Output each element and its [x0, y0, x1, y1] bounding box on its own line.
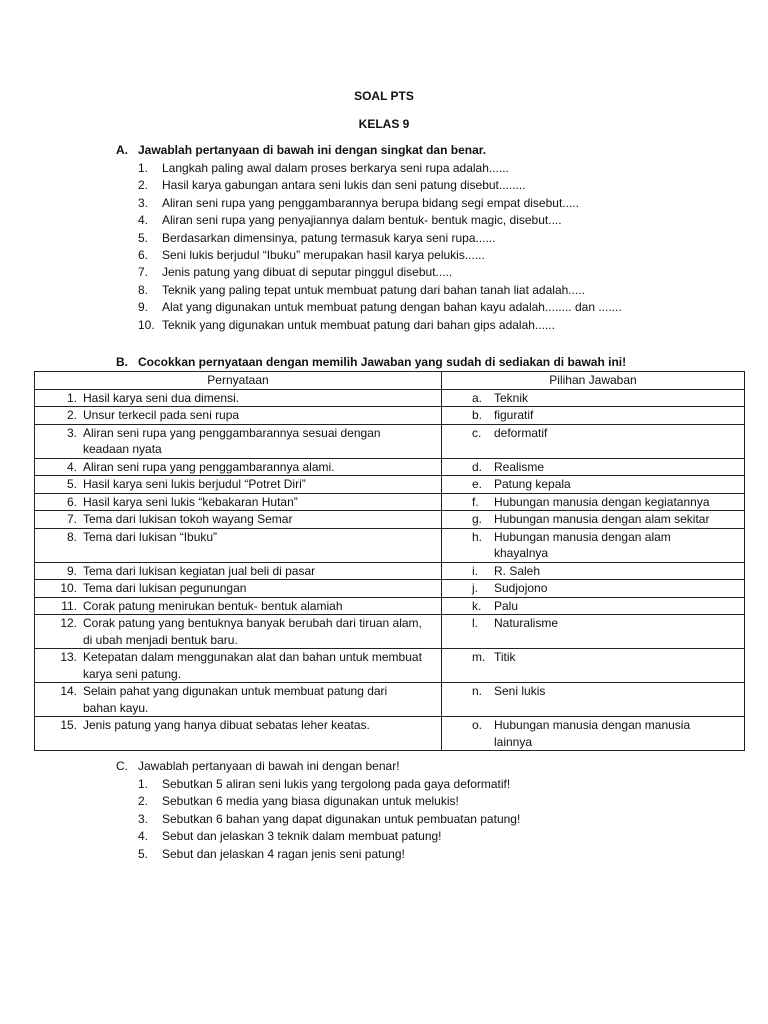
- table-row: [35, 717, 745, 751]
- question-text: Sebutkan 5 aliran seni lukis yang tergolong pada gaya deformatif!: [162, 777, 511, 791]
- question-number: 9.: [138, 300, 149, 315]
- section-a-questions: [138, 160, 622, 334]
- question-item: [138, 247, 622, 264]
- section-c-heading: [116, 758, 400, 775]
- question-item: [138, 846, 520, 863]
- answer-text: Seni lukis: [494, 684, 546, 698]
- answer-text: Hubungan manusia dengan kegiatannya: [494, 494, 710, 509]
- statement-number: 1.: [66, 390, 77, 405]
- statement-text: Hasil karya seni lukis “kebakaran Hutan”: [83, 494, 298, 509]
- matching-table-body: [35, 389, 745, 751]
- table-header-row: [35, 372, 745, 390]
- answer-text: Realisme: [494, 459, 545, 474]
- section-instruction: Cocokkan pernyataan dengan memilih Jawaban yang sudah di sediakan di bawah ini!: [138, 355, 627, 369]
- answer-cell: [442, 649, 745, 683]
- statement-cell: [35, 407, 442, 425]
- answer-text: Naturalisme: [494, 616, 559, 630]
- question-number: 1.: [138, 161, 149, 175]
- answer-cell: [442, 511, 745, 529]
- statement-cell: [35, 424, 442, 458]
- section-c-questions: [138, 776, 520, 863]
- table-row: [35, 511, 745, 529]
- question-text: Hasil karya gabungan antara seni lukis dan seni patung disebut........: [162, 178, 526, 193]
- question-text: Langkah paling awal dalam proses berkarya seni rupa adalah......: [162, 161, 509, 175]
- statement-number: 9.: [66, 563, 77, 578]
- question-text: Jenis patung yang dibuat di seputar pinggul disebut.....: [162, 265, 453, 280]
- question-item: [138, 282, 622, 299]
- question-text: Teknik yang paling tepat untuk membuat patung dari bahan tanah liat adalah.....: [162, 282, 585, 297]
- answer-cell: [442, 424, 745, 458]
- statement-text: Selain pahat yang digunakan untuk membuat patung dari bahan kayu.: [83, 684, 388, 715]
- statement-cell: [35, 615, 442, 649]
- answer-cell: [442, 493, 745, 511]
- statement-cell: [35, 562, 442, 580]
- answer-text: R. Saleh: [494, 563, 541, 578]
- table-row: [35, 562, 745, 580]
- answer-letter: m.: [472, 650, 486, 664]
- table-row: [35, 476, 745, 494]
- answer-letter: g.: [472, 512, 483, 526]
- question-text: Aliran seni rupa yang penggambarannya berupa bidang segi empat disebut.....: [162, 195, 579, 210]
- answer-cell: [442, 389, 745, 407]
- statement-cell: [35, 683, 442, 717]
- question-text: Seni lukis berjudul “Ibuku” merupakan hasil karya pelukis......: [162, 247, 485, 262]
- answer-cell: [442, 476, 745, 494]
- matching-table: [34, 371, 745, 751]
- statement-cell: [35, 458, 442, 476]
- statement-column-header: Pernyataan: [35, 372, 442, 390]
- statement-number: 8.: [66, 529, 77, 544]
- statement-number: 14.: [60, 684, 77, 698]
- statement-cell: [35, 493, 442, 511]
- question-text: Berdasarkan dimensinya, patung termasuk karya seni rupa......: [162, 230, 496, 245]
- answer-cell: [442, 562, 745, 580]
- answer-letter: i.: [472, 563, 478, 578]
- statement-cell: [35, 389, 442, 407]
- statement-cell: [35, 717, 442, 751]
- question-item: [138, 177, 622, 194]
- statement-cell: [35, 476, 442, 494]
- question-item: [138, 160, 622, 177]
- answer-letter: e.: [472, 477, 483, 491]
- statement-text: Tema dari lukisan pegunungan: [83, 581, 247, 595]
- answer-cell: [442, 407, 745, 425]
- question-number: 2.: [138, 794, 149, 809]
- table-row: [35, 424, 745, 458]
- statement-text: Corak patung yang bentuknya banyak berubah dari tiruan alam, di ubah menjadi bentuk baru.: [83, 616, 422, 647]
- question-item: [138, 776, 520, 793]
- statement-cell: [35, 528, 442, 562]
- statement-number: 13.: [60, 650, 77, 664]
- answer-text: Titik: [494, 650, 516, 664]
- question-item: [138, 230, 622, 247]
- question-text: Sebut dan jelaskan 4 ragan jenis seni patung!: [162, 846, 405, 861]
- question-item: [138, 811, 520, 828]
- question-number: 4.: [138, 213, 149, 228]
- statement-number: 6.: [66, 494, 77, 509]
- document-title: SOAL PTS: [354, 89, 414, 103]
- answer-cell: [442, 717, 745, 751]
- answer-letter: c.: [472, 425, 482, 440]
- section-instruction: Jawablah pertanyaan di bawah ini dengan singkat dan benar.: [138, 143, 487, 157]
- section-b-heading: [116, 354, 626, 371]
- answer-cell: [442, 580, 745, 598]
- question-text: Aliran seni rupa yang penyajiannya dalam bentuk- bentuk magic, disebut....: [162, 213, 562, 228]
- question-item: [138, 212, 622, 229]
- statement-number: 7.: [66, 512, 77, 526]
- statement-cell: [35, 580, 442, 598]
- answer-letter: l.: [472, 616, 478, 630]
- question-text: Alat yang digunakan untuk membuat patung dengan bahan kayu adalah........ dan .......: [162, 300, 622, 315]
- statement-cell: [35, 511, 442, 529]
- answer-letter: n.: [472, 684, 483, 698]
- statement-text: Tema dari lukisan tokoh wayang Semar: [83, 512, 293, 526]
- answer-text: Hubungan manusia dengan alam sekitar: [494, 512, 710, 526]
- statement-text: Aliran seni rupa yang penggambarannya alami.: [83, 459, 335, 474]
- statement-number: 2.: [66, 408, 77, 422]
- table-row: [35, 615, 745, 649]
- section-letter: B.: [116, 355, 128, 369]
- answer-text: Palu: [494, 598, 519, 613]
- question-number: 1.: [138, 777, 149, 791]
- statement-number: 12.: [60, 616, 77, 630]
- question-number: 4.: [138, 829, 149, 844]
- answer-cell: [442, 458, 745, 476]
- statement-text: Jenis patung yang hanya dibuat sebatas leher keatas.: [83, 718, 370, 732]
- answer-text: figuratif: [494, 408, 534, 422]
- table-row: [35, 683, 745, 717]
- answer-letter: j.: [472, 581, 478, 595]
- statement-text: Hasil karya seni lukis berjudul “Potret Diri”: [83, 477, 306, 491]
- statement-number: 4.: [66, 459, 77, 474]
- section-a-heading: [116, 142, 486, 159]
- class-label: KELAS 9: [358, 117, 410, 131]
- question-item: [138, 299, 622, 316]
- statement-text: Tema dari lukisan kegiatan jual beli di pasar: [83, 563, 316, 578]
- answer-letter: a.: [472, 390, 483, 405]
- statement-text: Corak patung menirukan bentuk- bentuk alamiah: [83, 598, 343, 613]
- statement-number: 10.: [60, 581, 77, 595]
- question-number: 10.: [138, 317, 155, 332]
- section-letter: C.: [116, 759, 128, 773]
- table-row: [35, 407, 745, 425]
- answer-letter: h.: [472, 529, 483, 544]
- statement-text: Tema dari lukisan “Ibuku”: [83, 529, 218, 544]
- statement-text: Aliran seni rupa yang penggambarannya sesuai dengan keadaan nyata: [83, 425, 381, 456]
- answer-text: Patung kepala: [494, 477, 571, 491]
- answer-column-header: Pilihan Jawaban: [442, 372, 745, 390]
- answer-letter: k.: [472, 598, 482, 613]
- question-item: [138, 828, 520, 845]
- question-text: Sebut dan jelaskan 3 teknik dalam membuat patung!: [162, 829, 442, 844]
- question-item: [138, 195, 622, 212]
- table-row: [35, 580, 745, 598]
- answer-cell: [442, 615, 745, 649]
- statement-cell: [35, 597, 442, 615]
- table-row: [35, 493, 745, 511]
- statement-number: 11.: [61, 598, 77, 613]
- statement-number: 3.: [66, 425, 77, 440]
- answer-text: Sudjojono: [494, 581, 548, 595]
- question-item: [138, 317, 622, 334]
- statement-text: Hasil karya seni dua dimensi.: [83, 390, 240, 405]
- statement-text: Unsur terkecil pada seni rupa: [83, 408, 240, 422]
- question-item: [138, 264, 622, 281]
- answer-text: Teknik: [494, 390, 529, 405]
- answer-letter: f.: [472, 494, 479, 509]
- section-instruction: Jawablah pertanyaan di bawah ini dengan benar!: [138, 759, 400, 773]
- answer-text: Hubungan manusia dengan manusia lainnya: [494, 718, 691, 749]
- question-item: [138, 793, 520, 810]
- section-letter: A.: [116, 143, 128, 157]
- statement-text: Ketepatan dalam menggunakan alat dan bahan untuk membuat karya seni patung.: [83, 650, 422, 681]
- statement-cell: [35, 649, 442, 683]
- answer-cell: [442, 597, 745, 615]
- statement-number: 15.: [60, 718, 77, 732]
- question-text: Teknik yang digunakan untuk membuat patung dari bahan gips adalah......: [162, 317, 555, 332]
- answer-letter: o.: [472, 718, 483, 732]
- question-number: 3.: [138, 195, 149, 210]
- answer-letter: b.: [472, 408, 483, 422]
- answer-text: deformatif: [494, 425, 548, 440]
- question-number: 2.: [138, 178, 149, 193]
- table-row: [35, 528, 745, 562]
- table-row: [35, 649, 745, 683]
- table-row: [35, 389, 745, 407]
- question-text: Sebutkan 6 bahan yang dapat digunakan untuk pembuatan patung!: [162, 811, 521, 826]
- question-number: 7.: [138, 265, 149, 280]
- statement-number: 5.: [66, 477, 77, 491]
- question-number: 8.: [138, 282, 149, 297]
- answer-cell: [442, 683, 745, 717]
- answer-letter: d.: [472, 459, 483, 474]
- answer-text: Hubungan manusia dengan alam khayalnya: [494, 529, 671, 560]
- table-row: [35, 458, 745, 476]
- question-number: 5.: [138, 846, 149, 861]
- question-number: 6.: [138, 247, 149, 262]
- question-text: Sebutkan 6 media yang biasa digunakan untuk melukis!: [162, 794, 459, 809]
- question-number: 5.: [138, 230, 149, 245]
- question-number: 3.: [138, 811, 149, 826]
- answer-cell: [442, 528, 745, 562]
- table-row: [35, 597, 745, 615]
